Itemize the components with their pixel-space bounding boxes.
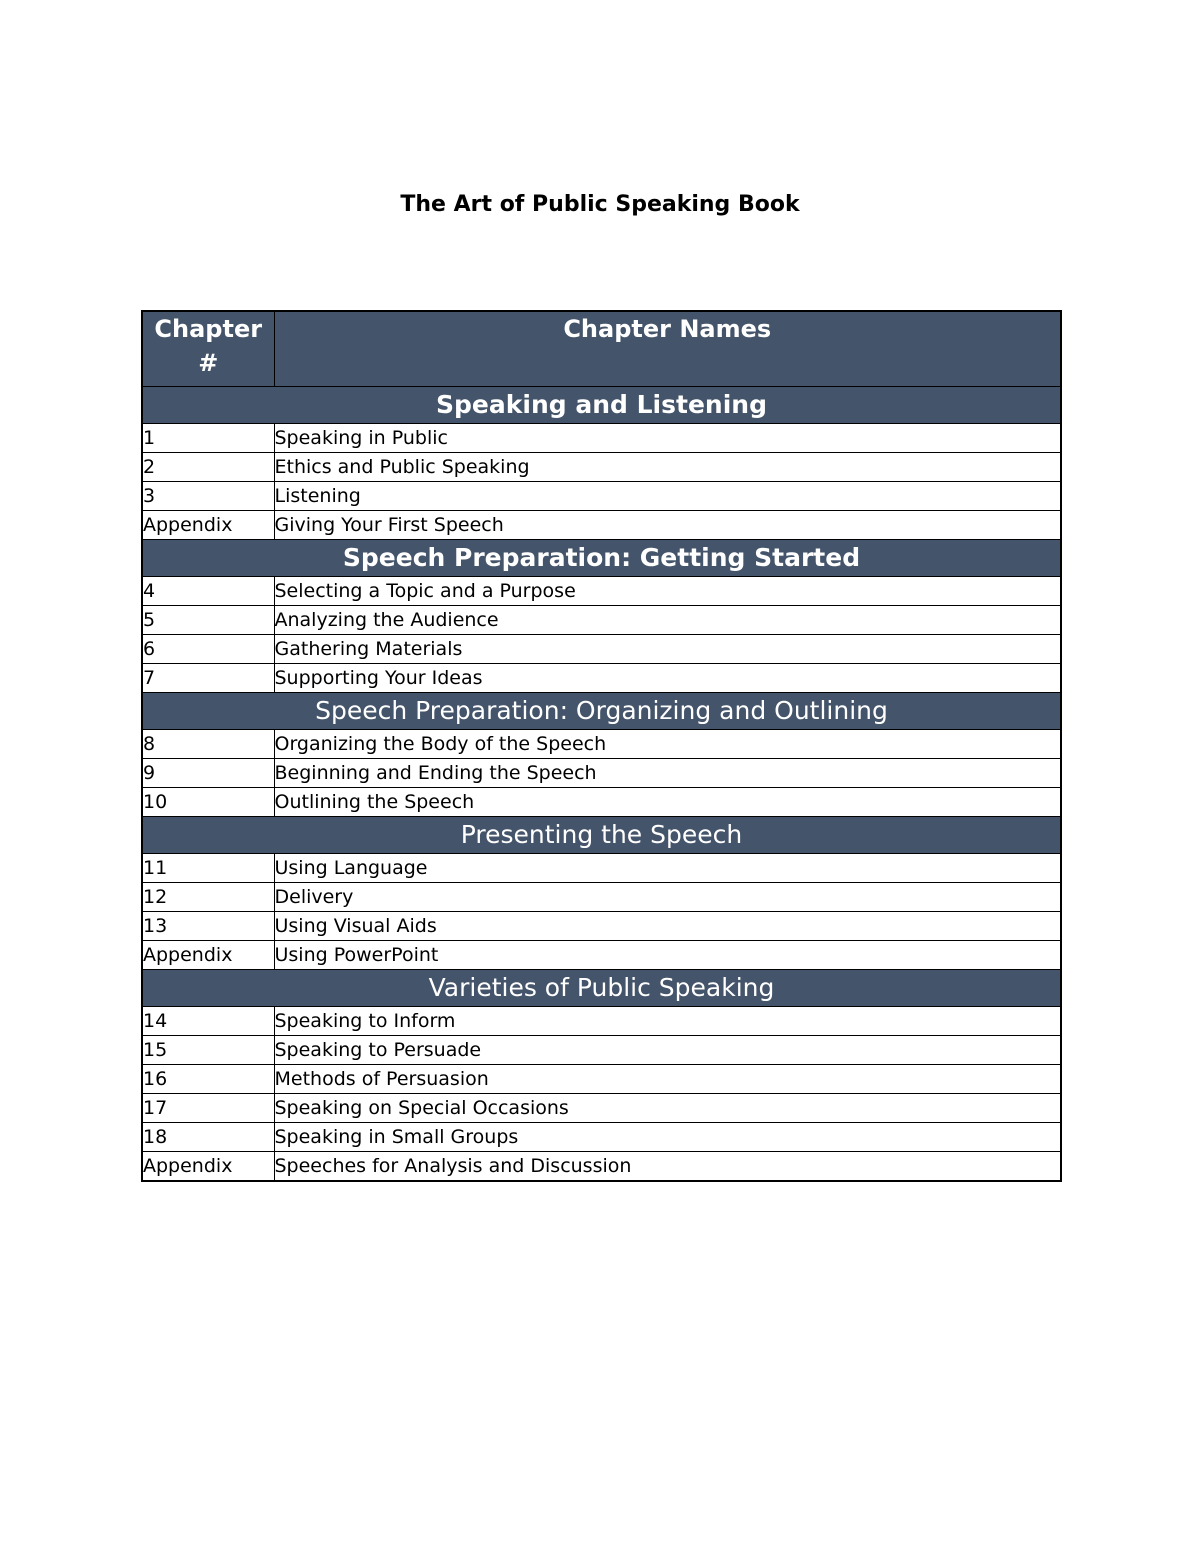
chapter-name-cell: Ethics and Public Speaking [274, 453, 1061, 482]
chapter-number-cell: 8 [142, 730, 274, 759]
table-row [142, 912, 1061, 941]
chapter-number-cell: Appendix [142, 1152, 274, 1182]
chapter-name-cell: Methods of Persuasion [274, 1065, 1061, 1094]
table-row [142, 1007, 1061, 1036]
chapter-table [141, 310, 1062, 1182]
section-header-row [142, 970, 1061, 1007]
table-row [142, 606, 1061, 635]
section-header-row [142, 693, 1061, 730]
chapter-name-cell: Using Language [274, 854, 1061, 883]
table-row [142, 883, 1061, 912]
chapter-number-cell: 2 [142, 453, 274, 482]
section-title: Speech Preparation: Organizing and Outlining [142, 693, 1061, 730]
table-row [142, 664, 1061, 693]
table-row [142, 1152, 1061, 1182]
section-title: Speech Preparation: Getting Started [142, 540, 1061, 577]
section-title: Presenting the Speech [142, 817, 1061, 854]
chapter-number-cell: 1 [142, 424, 274, 453]
chapter-number-cell: Appendix [142, 511, 274, 540]
chapter-name-cell: Analyzing the Audience [274, 606, 1061, 635]
chapter-number-cell: Appendix [142, 941, 274, 970]
chapter-name-cell: Speaking to Inform [274, 1007, 1061, 1036]
table-body [142, 387, 1061, 1182]
chapter-name-cell: Using PowerPoint [274, 941, 1061, 970]
chapter-name-cell: Speeches for Analysis and Discussion [274, 1152, 1061, 1182]
chapter-name-cell: Gathering Materials [274, 635, 1061, 664]
chapter-name-cell: Beginning and Ending the Speech [274, 759, 1061, 788]
table-row [142, 482, 1061, 511]
chapter-name-cell: Using Visual Aids [274, 912, 1061, 941]
table-header-row [142, 311, 1061, 387]
chapter-number-cell: 15 [142, 1036, 274, 1065]
table-row [142, 635, 1061, 664]
chapter-name-cell: Listening [274, 482, 1061, 511]
chapter-number-cell: 9 [142, 759, 274, 788]
table-row [142, 511, 1061, 540]
chapter-number-cell: 14 [142, 1007, 274, 1036]
table-row [142, 854, 1061, 883]
table-row [142, 577, 1061, 606]
chapter-number-cell: 7 [142, 664, 274, 693]
chapter-number-cell: 17 [142, 1094, 274, 1123]
section-header-row [142, 817, 1061, 854]
chapter-number-cell: 5 [142, 606, 274, 635]
section-title: Varieties of Public Speaking [142, 970, 1061, 1007]
chapter-number-cell: 13 [142, 912, 274, 941]
chapter-name-cell: Speaking to Persuade [274, 1036, 1061, 1065]
chapter-name-cell: Supporting Your Ideas [274, 664, 1061, 693]
chapter-number-cell: 16 [142, 1065, 274, 1094]
chapter-number-cell: 4 [142, 577, 274, 606]
table-row [142, 424, 1061, 453]
chapter-name-cell: Speaking in Public [274, 424, 1061, 453]
chapter-number-cell: 10 [142, 788, 274, 817]
table-row [142, 453, 1061, 482]
page-title: The Art of Public Speaking Book [400, 192, 800, 217]
chapter-name-cell: Speaking on Special Occasions [274, 1094, 1061, 1123]
table-row [142, 730, 1061, 759]
chapter-name-cell: Organizing the Body of the Speech [274, 730, 1061, 759]
table-row [142, 1094, 1061, 1123]
column-header-chapter-number: Chapter # [142, 311, 274, 387]
chapter-number-cell: 18 [142, 1123, 274, 1152]
chapter-name-cell: Outlining the Speech [274, 788, 1061, 817]
chapter-name-cell: Delivery [274, 883, 1061, 912]
section-header-row [142, 540, 1061, 577]
column-header-chapter-names: Chapter Names [274, 311, 1061, 387]
chapter-name-cell: Giving Your First Speech [274, 511, 1061, 540]
section-title: Speaking and Listening [142, 387, 1061, 424]
table-row [142, 759, 1061, 788]
chapter-name-cell: Selecting a Topic and a Purpose [274, 577, 1061, 606]
table-row [142, 941, 1061, 970]
chapter-name-cell: Speaking in Small Groups [274, 1123, 1061, 1152]
table-row [142, 1123, 1061, 1152]
chapter-number-cell: 12 [142, 883, 274, 912]
chapter-number-cell: 6 [142, 635, 274, 664]
chapter-number-cell: 11 [142, 854, 274, 883]
section-header-row [142, 387, 1061, 424]
chapter-number-cell: 3 [142, 482, 274, 511]
table-row [142, 788, 1061, 817]
table-row [142, 1036, 1061, 1065]
table-row [142, 1065, 1061, 1094]
